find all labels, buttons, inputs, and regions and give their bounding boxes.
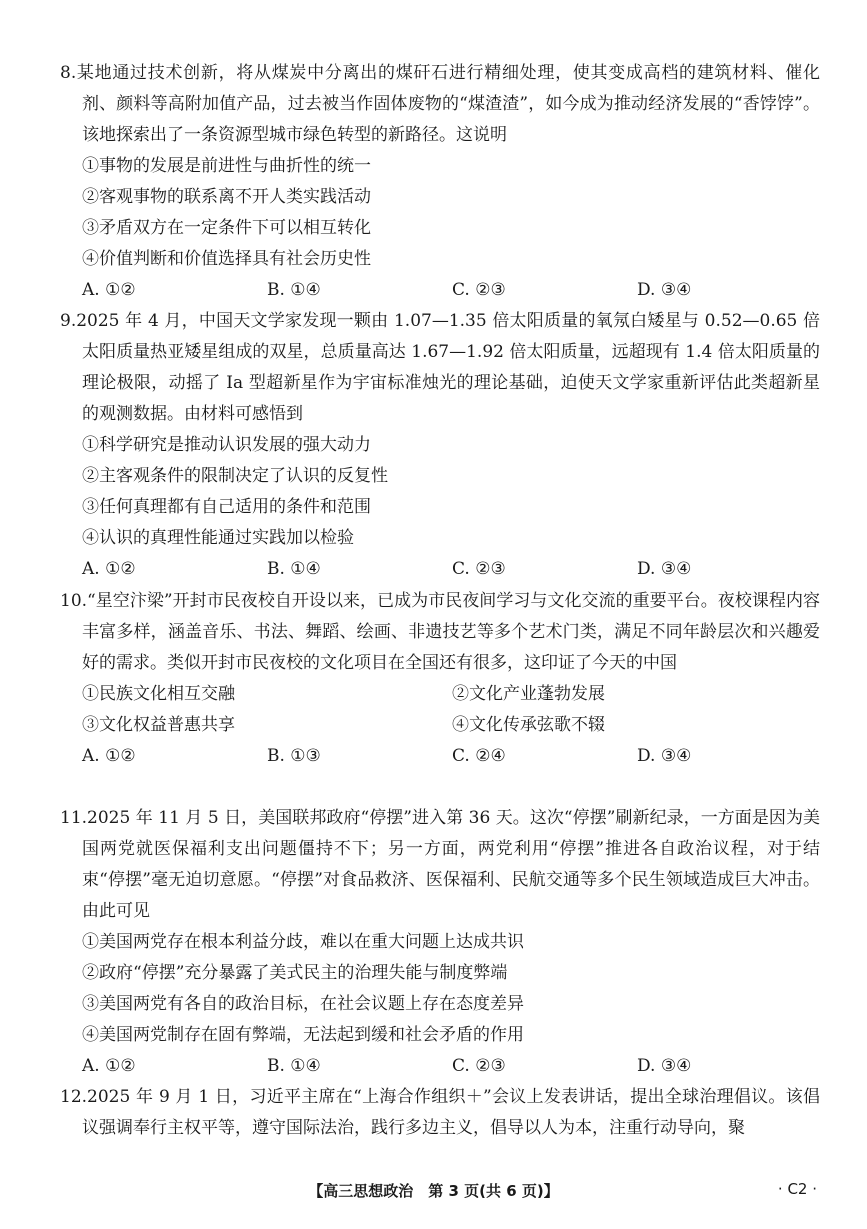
choice-b: B. ①④	[267, 280, 321, 300]
question-12	[60, 1082, 820, 1144]
choice-a: A. ①②	[82, 280, 136, 300]
statement-1: ①美国两党存在根本利益分歧，难以在重大问题上达成共识	[82, 932, 524, 952]
statement-2: ②客观事物的联系离不开人类实践活动	[82, 187, 371, 207]
statement-1: ①科学研究是推动认识发展的强大动力	[82, 435, 371, 455]
statement-3: ③美国两党有各自的政治目标，在社会议题上存在态度差异	[82, 994, 524, 1014]
choice-c: C. ②③	[452, 1056, 506, 1076]
question-stem: 12.2025 年 9 月 1 日，习近平主席在“上海合作组织＋”会议上发表讲话，提出全球治理倡议。该倡议强调奉行主权平等，遵守国际法治，践行多边主义，倡导以人为本，注重行动导向，聚	[60, 1087, 820, 1138]
question-11	[60, 803, 820, 1082]
choice-d: D. ③④	[637, 1056, 692, 1076]
choice-a: A. ①②	[82, 746, 136, 766]
statement-4: ④美国两党制存在固有弊端，无法起到缓和社会矛盾的作用	[82, 1025, 524, 1045]
answer-choices	[60, 275, 820, 306]
statement-2: ②政府“停摆”充分暴露了美式民主的治理失能与制度弊端	[82, 963, 508, 983]
statement-4: ④认识的真理性能通过实践加以检验	[82, 528, 354, 548]
question-10	[60, 586, 820, 772]
question-9	[60, 306, 820, 585]
page-number-label: 【高三思想政治 第 3 页(共 6 页)】	[308, 1182, 559, 1200]
answer-choices	[60, 741, 820, 772]
choice-b: B. ①③	[267, 746, 321, 766]
statement-2: ②文化产业蓬勃发展	[452, 684, 605, 704]
answer-choices	[60, 1051, 820, 1082]
statement-3: ③任何真理都有自己适用的条件和范围	[82, 497, 371, 517]
choice-d: D. ③④	[637, 559, 692, 579]
question-stem: 8.某地通过技术创新，将从煤炭中分离出的煤矸石进行精细处理，使其变成高档的建筑材料、催化剂、颜料等高附加值产品，过去被当作固体废物的“煤渣渣”，如今成为推动经济发展的“香饽饽”。该地探索出了一条资源型城市绿色转型的新路径。这说明	[60, 63, 820, 145]
choice-c: C. ②④	[452, 746, 506, 766]
choice-a: A. ①②	[82, 1056, 136, 1076]
choice-b: B. ①④	[267, 559, 321, 579]
statement-2: ②主客观条件的限制决定了认识的反复性	[82, 466, 388, 486]
choice-a: A. ①②	[82, 559, 136, 579]
question-8	[60, 58, 820, 306]
question-stem: 10.“星空汴梁”开封市民夜校自开设以来，已成为市民夜间学习与文化交流的重要平台。夜校课程内容丰富多样，涵盖音乐、书法、舞蹈、绘画、非遗技艺等多个艺术门类，满足不同年龄层次和兴趣爱好的需求。类似开封市民夜校的文化项目在全国还有很多，这印证了今天的中国	[60, 591, 820, 673]
statement-3: ③矛盾双方在一定条件下可以相互转化	[82, 218, 371, 238]
choice-c: C. ②③	[452, 559, 506, 579]
choice-b: B. ①④	[267, 1056, 321, 1076]
statement-4: ④价值判断和价值选择具有社会历史性	[82, 249, 371, 269]
question-stem: 9.2025 年 4 月，中国天文学家发现一颗由 1.07—1.35 倍太阳质量的氧氖白矮星与 0.52—0.65 倍太阳质量热亚矮星组成的双星，总质量高达 1.67—1.92 倍太阳质量，远超现有 1.4 倍太阳质量的理论极限，动摇了 Ia 型超新星作为宇宙标准烛光的理论基础，迫使天文学家重新评估此类超新星的观测数据。由材料可感悟到	[60, 311, 820, 424]
choice-d: D. ③④	[637, 746, 692, 766]
version-code: · C2 ·	[777, 1180, 817, 1198]
page-footer	[0, 1180, 867, 1204]
choice-c: C. ②③	[452, 280, 506, 300]
choice-d: D. ③④	[637, 280, 692, 300]
answer-choices	[60, 554, 820, 585]
statement-3: ③文化权益普惠共享	[82, 715, 235, 735]
statement-1: ①民族文化相互交融	[82, 684, 235, 704]
question-stem: 11.2025 年 11 月 5 日，美国联邦政府“停摆”进入第 36 天。这次“停摆”刷新纪录，一方面是因为美国两党就医保福利支出问题僵持不下；另一方面，两党利用“停摆”推进各自政治议程，对于结束“停摆”毫无迫切意愿。“停摆”对食品救济、医保福利、民航交通等多个民生领域造成巨大冲击。由此可见	[60, 808, 820, 921]
statement-1: ①事物的发展是前进性与曲折性的统一	[82, 156, 371, 176]
statement-grid	[60, 679, 820, 741]
statement-4: ④文化传承弦歌不辍	[452, 715, 605, 735]
